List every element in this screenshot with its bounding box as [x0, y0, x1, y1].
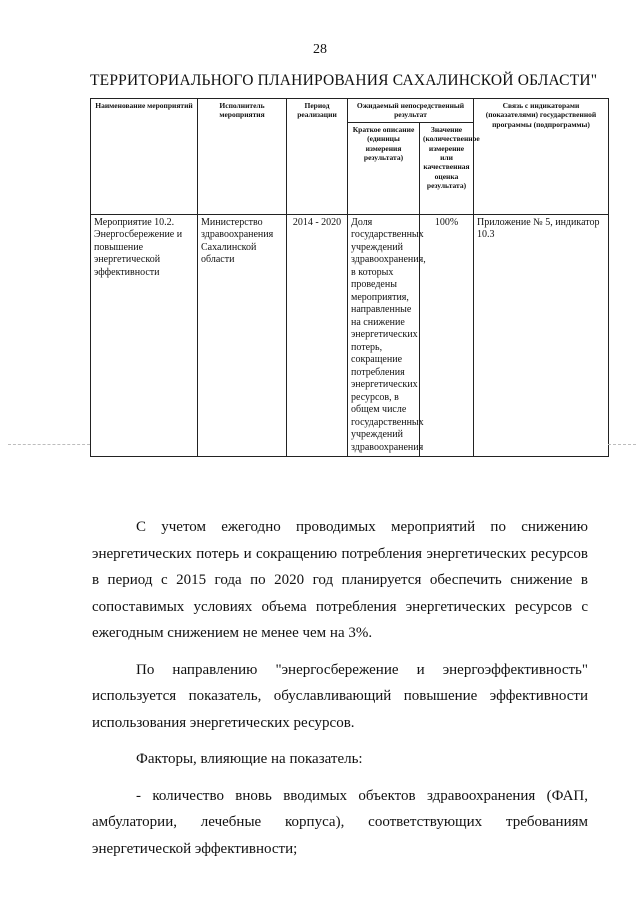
cell-executor: Министерство здравоохранения Сахалинской области	[198, 214, 287, 457]
header-name: Наименование мероприятий	[91, 99, 198, 215]
body-text	[92, 514, 588, 872]
subheader-short-description: Краткое описание (единицы измерения результата)	[348, 122, 420, 214]
page-number: 28	[313, 42, 327, 57]
header-period: Период реализации	[287, 99, 348, 215]
scan-artifact-line	[8, 444, 90, 445]
measures-table	[90, 98, 609, 457]
paragraph-energy-reduction: С учетом ежегодно проводимых мероприятий по снижению энергетических потерь и сокращению потребления энергетических ресурсов в период с 2015 года по 2020 год планируется обеспечить снижение в сопоставимых условиях объема потребления энергетических ресурсов с ежегодным снижением не менее чем на 3%.	[92, 519, 588, 641]
header-indicator-link: Связь с индикаторами (показателями) государственной программы (подпрограммы)	[474, 99, 609, 215]
cell-value: 100%	[420, 214, 474, 457]
header-executor: Исполнитель мероприятия	[198, 99, 287, 215]
page-heading: ТЕРРИТОРИАЛЬНОГО ПЛАНИРОВАНИЯ САХАЛИНСКОЙ ОБЛАСТИ"	[90, 72, 598, 89]
header-expected-result: Ожидаемый непосредственный результат	[348, 99, 474, 123]
cell-name: Мероприятие 10.2. Энергосбережение и повышение энергетической эффективности	[91, 214, 198, 457]
paragraph-factors-title: Факторы, влияющие на показатель:	[136, 751, 363, 767]
cell-short-description: Доля государственных учреждений здравоохранения, в которых проведены мероприятия, направленные на снижение энергетических потерь, сокращение потребления энергетических ресурсов, в общем числе государственных учреждений здравоохранения	[348, 214, 420, 457]
subheader-value: Значение (количественное измерение или качественная оценка результата)	[420, 122, 474, 214]
scan-artifact-line	[608, 444, 636, 445]
cell-indicator-link: Приложение № 5, индикатор 10.3	[474, 214, 609, 457]
table-row	[91, 214, 609, 457]
cell-period: 2014 - 2020	[287, 214, 348, 457]
paragraph-indicator: По направлению "энергосбережение и энергоэффективность" используется показатель, обуславливающий повышение эффективности использования энергетических ресурсов.	[92, 661, 588, 731]
paragraph-factor-item: - количество вновь вводимых объектов здравоохранения (ФАП, амбулатории, лечебные корпуса), соответствующих требованиям энергетической эффективности;	[92, 787, 588, 857]
